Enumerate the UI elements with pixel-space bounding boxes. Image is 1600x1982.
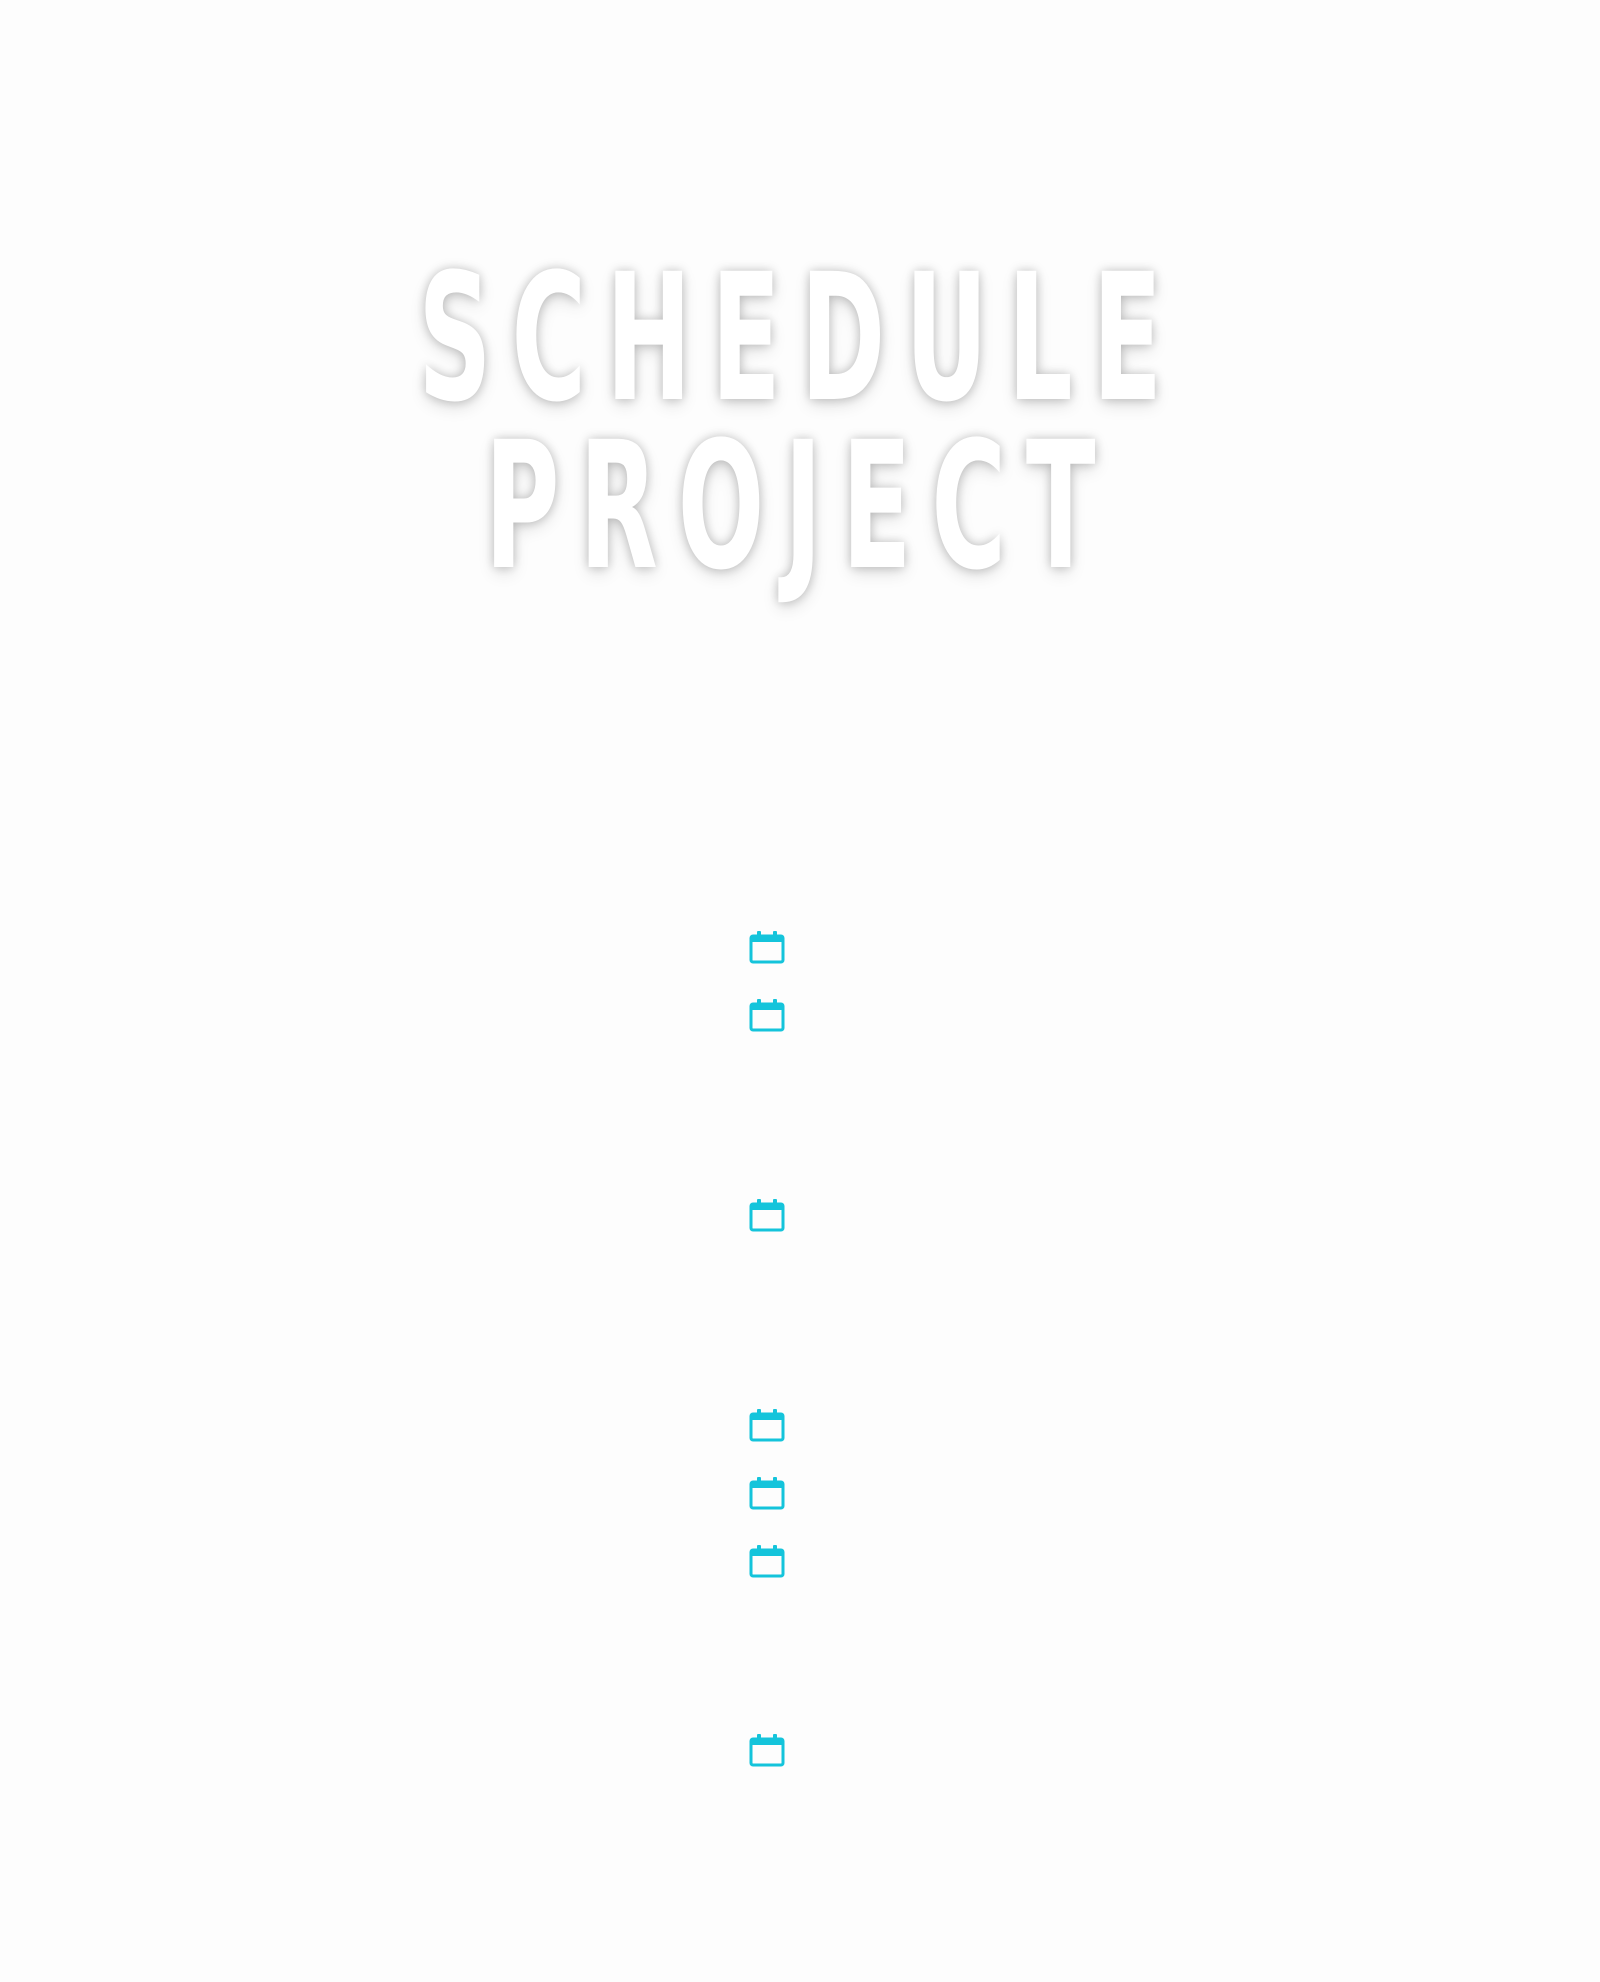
schedule-row: [0, 1198, 1600, 1258]
schedule-row: [0, 1544, 1600, 1604]
calendar-icon: [749, 1733, 785, 1767]
schedule-row: [0, 1733, 1600, 1793]
schedule-row: [0, 1476, 1600, 1536]
schedule-row: [0, 930, 1600, 990]
calendar-icon: [749, 930, 785, 964]
page-title: [336, 236, 1264, 609]
calendar-icon: [749, 1198, 785, 1232]
calendar-icon: [749, 1408, 785, 1442]
page-title-line-1: SCHEDULE: [418, 236, 1182, 441]
page-title-line-2: PROJECT: [484, 404, 1116, 609]
calendar-icon: [749, 1544, 785, 1578]
schedule-row: [0, 1408, 1600, 1468]
schedule-row: [0, 998, 1600, 1058]
calendar-icon: [749, 1476, 785, 1510]
calendar-icon: [749, 998, 785, 1032]
